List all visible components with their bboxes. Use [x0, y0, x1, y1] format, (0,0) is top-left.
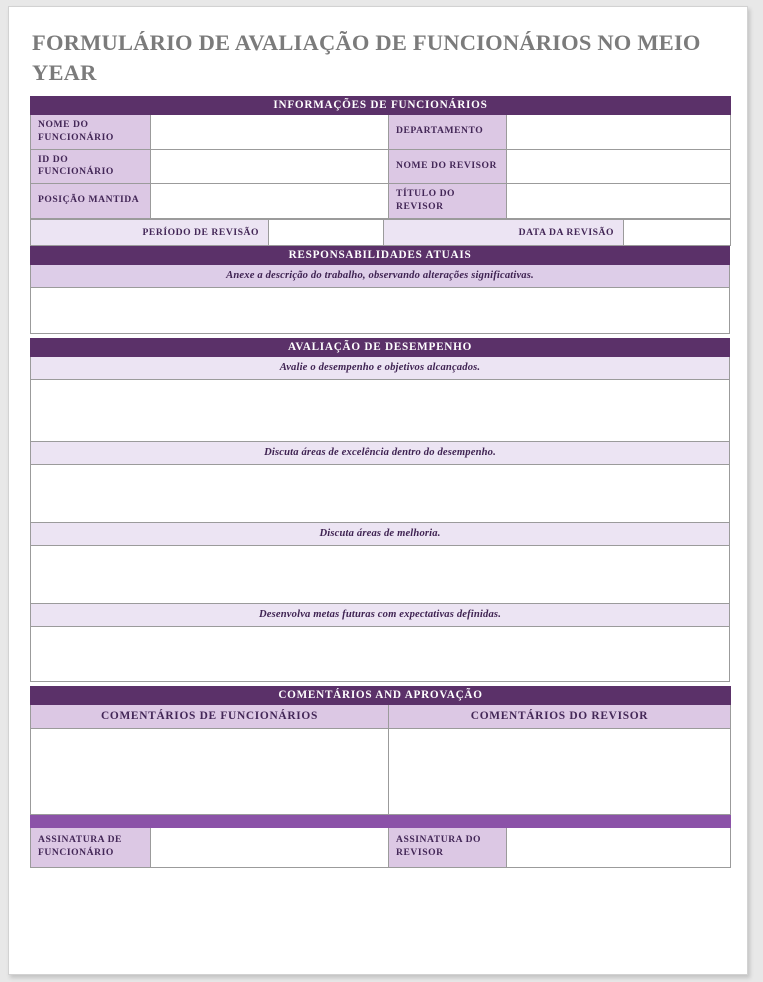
- document-page: [8, 6, 748, 975]
- table-row: [31, 704, 731, 728]
- employee-comments-textarea[interactable]: [31, 728, 389, 814]
- table-row: [31, 97, 731, 115]
- table-row: [31, 814, 731, 827]
- reviewer-title-input[interactable]: [507, 184, 731, 219]
- employee-id-input[interactable]: [151, 149, 389, 184]
- review-date-label: DATA DA REVISÃO: [384, 219, 624, 245]
- employee-name-label: NOME DO FUNCIONÁRIO: [31, 115, 151, 150]
- review-period-input[interactable]: [269, 219, 384, 245]
- performance-evaluation-table: [30, 338, 730, 682]
- section-band-comments: COMENTÁRIOS AND APROVAÇÃO: [31, 686, 731, 704]
- department-input[interactable]: [507, 115, 731, 150]
- evaluation-form: [30, 96, 730, 868]
- table-row: [31, 338, 730, 356]
- table-row: [31, 464, 730, 522]
- section-band-performance: AVALIAÇÃO DE DESEMPENHO: [31, 338, 730, 356]
- approval-separator-band: [31, 814, 731, 827]
- review-date-input[interactable]: [624, 219, 731, 245]
- table-row: [31, 626, 730, 681]
- table-row: [31, 149, 731, 184]
- table-row: [31, 184, 731, 219]
- table-row: [31, 686, 731, 704]
- table-row: [31, 356, 730, 379]
- performance-textarea-1[interactable]: [31, 379, 730, 441]
- review-period-label: PERÍODO DE REVISÃO: [31, 219, 269, 245]
- position-held-input[interactable]: [151, 184, 389, 219]
- table-row: [31, 246, 730, 264]
- performance-prompt-4: Desenvolva metas futuras com expectativas definidas.: [31, 603, 730, 626]
- reviewer-comments-textarea[interactable]: [389, 728, 731, 814]
- table-row: [31, 264, 730, 287]
- table-row: [31, 728, 731, 814]
- performance-textarea-3[interactable]: [31, 545, 730, 603]
- section-band-employee-info: INFORMAÇÕES DE FUNCIONÁRIOS: [31, 97, 731, 115]
- table-row: [31, 287, 730, 333]
- current-responsibilities-table: [30, 246, 730, 334]
- table-row: [31, 827, 731, 867]
- employee-information-table: [30, 96, 731, 219]
- performance-prompt-2: Discuta áreas de excelência dentro do desempenho.: [31, 441, 730, 464]
- reviewer-name-label: NOME DO REVISOR: [389, 149, 507, 184]
- reviewer-signature-input[interactable]: [507, 827, 731, 867]
- table-row: [31, 115, 731, 150]
- page-title: FORMULÁRIO DE AVALIAÇÃO DE FUNCIONÁRIOS NO MEIO YEAR: [32, 30, 701, 85]
- comments-approval-table: [30, 686, 731, 868]
- employee-signature-input[interactable]: [151, 827, 389, 867]
- responsibilities-textarea[interactable]: [31, 287, 730, 333]
- responsibilities-prompt: Anexe a descrição do trabalho, observando alterações significativas.: [31, 264, 730, 287]
- employee-name-input[interactable]: [151, 115, 389, 150]
- table-row: [31, 441, 730, 464]
- section-band-responsibilities: RESPONSABILIDADES ATUAIS: [31, 246, 730, 264]
- department-label: DEPARTAMENTO: [389, 115, 507, 150]
- reviewer-title-label: TÍTULO DO REVISOR: [389, 184, 507, 219]
- position-held-label: POSIÇÃO MANTIDA: [31, 184, 151, 219]
- employee-signature-label: ASSINATURA DE FUNCIONÁRIO: [31, 827, 151, 867]
- table-row: [31, 379, 730, 441]
- performance-textarea-4[interactable]: [31, 626, 730, 681]
- reviewer-name-input[interactable]: [507, 149, 731, 184]
- table-row: [31, 545, 730, 603]
- performance-prompt-1: Avalie o desempenho e objetivos alcançados.: [31, 356, 730, 379]
- performance-prompt-3: Discuta áreas de melhoria.: [31, 522, 730, 545]
- table-row: [31, 522, 730, 545]
- reviewer-comments-header: COMENTÁRIOS DO REVISOR: [389, 704, 731, 728]
- review-period-table: [30, 219, 731, 246]
- table-row: [31, 219, 731, 245]
- performance-textarea-2[interactable]: [31, 464, 730, 522]
- table-row: [31, 603, 730, 626]
- employee-comments-header: COMENTÁRIOS DE FUNCIONÁRIOS: [31, 704, 389, 728]
- reviewer-signature-label: ASSINATURA DO REVISOR: [389, 827, 507, 867]
- employee-id-label: ID DO FUNCIONÁRIO: [31, 149, 151, 184]
